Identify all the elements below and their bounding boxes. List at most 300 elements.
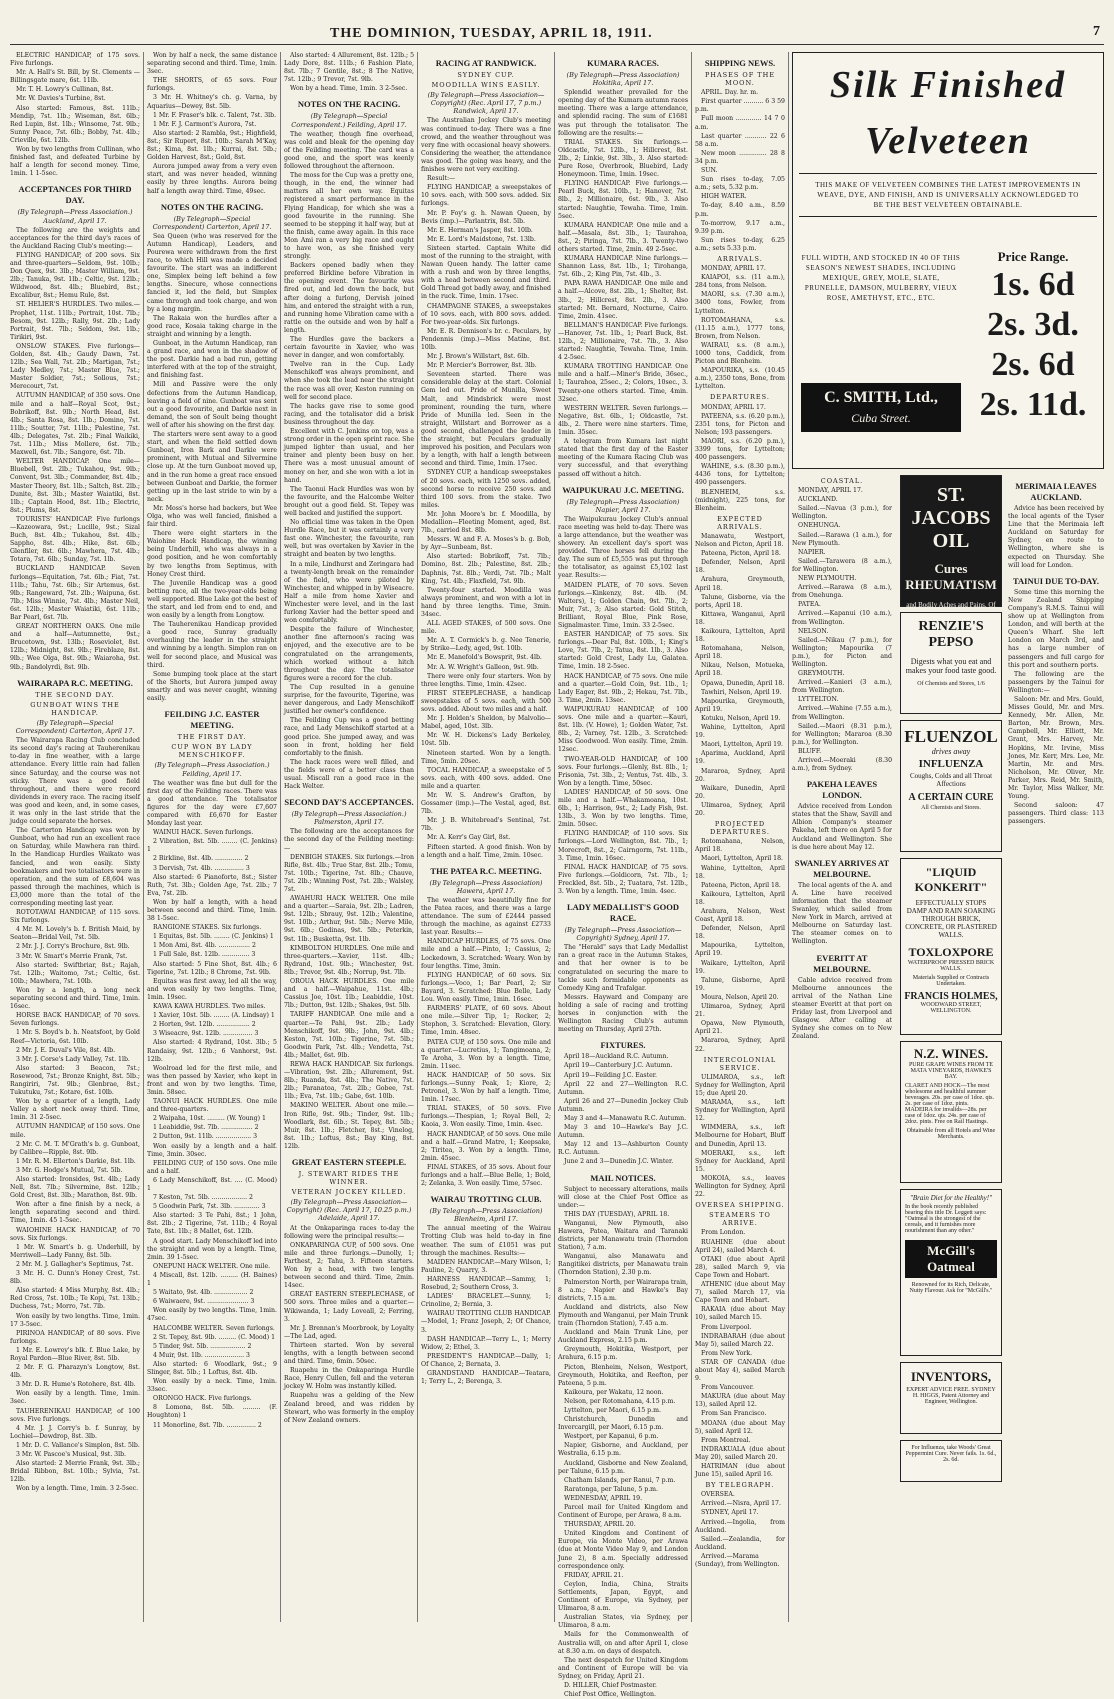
race-result-paragraph: The Carterton Handicap was won by Gunboat, who had run an excellent race on Saturday, while Mawhera ran third. In the Handicap Hurdles Waikato was fancied, and won easily. Sixty bookmakers and two totalisators were in operation, and the sum of £8,604 was passed through the machines, which is £3,000 more than the total of the corresponding meeting last year.: [10, 827, 140, 907]
article-dateline: (By Telegraph—Press Association) Hokitika, April 17.: [566, 71, 680, 88]
mail-notice-item: Auckland and Main Trunk Line, per Auckland Express, 2.15 p.m.: [558, 1329, 688, 1345]
fixture-item: May 3 and 4—Manawatu R.C. Autumn.: [564, 1114, 687, 1122]
page-title: THE DOMINION, TUESDAY, APRIL 18, 1911.: [330, 26, 653, 41]
article-headline: WAIPUKURAU J.C. MEETING.: [562, 484, 684, 495]
sun-tide-row: Sun rises to-day, 7.05 a.m.; sets, 5.32 p.m.: [695, 176, 785, 192]
intercolonial-item: WIMMERA, s.s., left Melbourne for Hobart, Bluff and Dunedin, April 13.: [695, 1124, 785, 1148]
race-result-paragraph: Woolroad led for the first mile, and was then passed by Xavier, who kept in front and won by two lengths. Time, 3min. 58sec.: [147, 1064, 277, 1096]
race-result-paragraph: RANGIONE STAKES. Six furlongs.: [153, 924, 262, 932]
masthead-rule: [10, 44, 1104, 45]
race-result-paragraph: FARMERS' PLATE, of 60 sovs. About one mile.—Silver Tip, 1; Rocker, 2; Stephon, 3. Scratched: Elevation, Glory. Time, 1min. 48sec.: [421, 1005, 551, 1037]
race-result-paragraph: 1 Mon Ami, 8st. 4lb. ................ 2: [153, 942, 256, 950]
section-subheading: COASTAL.: [820, 477, 864, 485]
expected-arrival-item: Manawatu, Westport, Nelson and Picton, April 18.: [695, 532, 785, 549]
race-result-paragraph: 7 Keston, 7st. 5lb. .................. 2: [153, 1194, 253, 1202]
section-subheading: BY TELEGRAPH.: [705, 1481, 775, 1490]
projected-departure-item: Opawa, New Plymouth, April 21.: [695, 1020, 785, 1036]
fixture-item: April 18—Auckland R.C. Autumn.: [564, 1053, 669, 1061]
velveteen-description: FULL WIDTH, AND STOCKED IN 40 OF THIS SEASON'S NEWEST SHADES, INCLUDING MEXIQUE, GREY, MOLE, SLATE, PRUNELLE, DAMSON, MULBERRY, VIEUX ROSE, AMETHYST, ETC., ETC.: [801, 254, 961, 302]
mail-notice-item: Ceylon, India, China, Straits Settlements, Japan, Egypt, and Continent of Europe, via Sydney, per Ulimaroa, 8 a.m.: [558, 1580, 688, 1613]
coastal-item: Sailed.—Tarawera (8 a.m.), for Wellington.: [792, 557, 892, 573]
race-result-paragraph: 2 Horten, 9st. 12lb. ................. 2: [153, 1021, 256, 1029]
column-divider: [554, 52, 555, 1622]
smith-box: [801, 383, 961, 432]
race-result-paragraph: Mr. E. Manefold's Bowsprit, 9st. 4lb.: [427, 654, 542, 662]
race-result-paragraph: Mr. A. Kerr's Gay Girl, 8st.: [427, 834, 511, 842]
article-paragraph: Despite the failure of Winchester, another fine afternoon's racing was enjoyed, and the executive are to be congratulated on the arrangements, which worked without a hitch throughout the day. The totalisator figures were a record for the club.: [284, 626, 414, 682]
race-result-paragraph: FLYING HANDICAP, of 60 sovs. Six furlongs.—Voco, 1; Bar Pearl, 2; Sir Bayard, 3. Scratched: Blue Belle, Lady Lou. Won easily. Time, 1min. 16sec.: [421, 971, 551, 1004]
sun-tide-row: To-morrow, 9.17 a.m., 9.39 p.m.: [695, 219, 785, 235]
article-subheading: MOODILLA WINS EASILY.: [431, 81, 541, 90]
acceptance-paragraph: TARIFF HANDICAP. One mile and a quarter.—Te Pahi, 9st. 2lb.; Lady Menschikoff, 9st. 9lb.; John, 9st. 4lb.; Keston, 7st. 10lb.; Tigerine, 7st. 5lb.; Goodwin Park, 7st. 4lb.; Vendetta, 7st. 4lb.; Mallet, 6st. 9lb.: [284, 1011, 414, 1059]
race-result-paragraph: CHAMPAGNE STAKES, a sweepstakes of 10 sovs. each, with 800 sovs. added. For two-year-olds. Six furlongs.: [421, 302, 551, 326]
article-headline: KUMARA RACES.: [587, 58, 659, 68]
race-result-paragraph: 6 Waiwaere, 9st. ..................... 3: [153, 1298, 255, 1306]
mail-notice-item: Australian States, via Sydney, per Ulimaroa, 8 a.m.: [558, 1614, 688, 1630]
article-subheading: GUNBOAT WINS THE HANDICAP.: [30, 700, 120, 717]
article-headline: MAIL NOTICES.: [590, 1172, 656, 1183]
wines-body: CLARET AND HOCK—The most wholesome and healthful summer beverages. 20s. per case of 1doz. qts. 2s. per case of 1doz. pints. MADEIRA for invalids—28s. per case of 1doz. qts. 24s. per case of 2doz. pints. Free on Rail Hastings.: [905, 1083, 994, 1125]
race-result-paragraph: Also started: 6 Pianoforte, 8st.; Sister Ruth, 7st. 3lb.; Golden Age, 7st. 2lb.; 7 Eva, 7st. 2lb.: [147, 873, 277, 897]
race-result-paragraph: 1 Mr. S. Boyd's b. h. Neatsfoot, by Gold Reef—Victoria, 6st. 10lb.: [10, 1029, 140, 1045]
intercolonial-item: MOKOIA, s.s., leaves Wellington for Sydney, April 22.: [695, 1174, 785, 1199]
wines-title: N.Z. WINES.: [913, 1046, 989, 1061]
race-result-paragraph: Also started: 2 Merrie Frank, 9st. 3lb.; Bridal Ribbon, 8st. 10lb.; Sylvia, 7st. 12lb.: [10, 1460, 140, 1484]
race-result-paragraph: Equitas was first away, led all the way, and won easily by two lengths. Time, 1min. 19sec.: [147, 977, 277, 1001]
column-divider: [788, 52, 789, 1622]
acceptance-paragraph: DENBIGH STAKES. Six furlongs.—Iron Rifle, 8st. 4lb.; True Star, 8st. 2lb.; Tomu, 7st. 10lb.; Tigerine, 7st. 8lb.; Chauve, 7st. 2lb.; Winning Post, 7st. 2lb.; Walsley, 7st.: [284, 853, 414, 893]
race-result-paragraph: Mr. J. Holden's Sheldon, by Malvolio—Mabel, aged, 10st. 3lb.: [421, 715, 551, 731]
fluenzol-stores: All Chemists and Stores.: [921, 805, 981, 811]
mail-notice-item: Napier, Gisborne, and Auckland, per Westralia, 6.15 p.m.: [558, 1442, 688, 1458]
race-result-paragraph: Also started: 4 Rydrand, 10st. 3lb.; 5 Randaisy, 9st. 12lb.; 6 Vanhorst, 9st. 12lb.: [147, 1039, 277, 1063]
coastal-item: Arrived.—Rarawa (8 a.m.), from Onehunga.: [792, 584, 892, 600]
column-8-shipping-news: [1008, 475, 1104, 1620]
oversea-item: HATRIMAN (due about June 15), sailed April 16.: [695, 1463, 785, 1479]
projected-departure-item: Mapourika, Lyttelton, April 19.: [695, 942, 785, 958]
race-result-paragraph: 3 Mr. W. Smart's Merrie Frank, 7st.: [16, 952, 128, 960]
race-result-paragraph: Messrs. W. and F. A. Moses's b. g. Bob, by Ayr—Sunbeam, 8st.: [421, 536, 551, 552]
article-paragraph: FLYING HANDICAP, of 200 sovs. Six and three-quarters—Seldom, 9st. 10lb.; Don Quex, 9st. 3lb.; Master William, 9st. 2lb.; Tanuka, 9st. 1lb.; Celtic, 9st. 12lb.; Wildwood, 8st. 4lb.; Bluebird, 8st.; Excalibur, 8st.; Hemu Rule, 8st.: [10, 251, 140, 300]
oversea-item: From London.: [701, 1229, 746, 1237]
race-result-paragraph: HALCOMBE WELTER. Seven furlongs.: [153, 1324, 275, 1332]
race-result-paragraph: Mr. T. H. Lowry's Cullinan, 8st.: [16, 86, 114, 94]
article-dateline: (By Telegraph—Press Association—Copyright) Sydney, April 17.: [564, 926, 682, 943]
article-paragraph: Gunboat, in the Autumn Handicap, ran a grand race, and won in the shadow of the post. Darkie had a bad run, getting interfered with at the top of the straight, and finishing fast.: [147, 340, 277, 380]
race-result-paragraph: 6 Lady Menschikoff, 8st. .... (C. Mood) 1: [147, 1176, 277, 1192]
race-result-paragraph: EASTER HANDICAP, of 75 sovs. Six furlongs.—Dear Pal, 8st. 10lb., 1; King's Love, 7st. 7lb., 2; Tatua, 8st. 1lb., 3. Also started: Gold Crest, Lady Lu, Galatea. Time, 1min. 18 2-5sec.: [558, 631, 688, 671]
race-result-paragraph: BELLMAN'S HANDICAP. Five furlongs.—Hanover, 7st. 1lb., 1; Pearl Buck, 8st. 12lb., 2; Millionaire, 7st. 7lb., 3. Also started: Naughtie, Tewaha. Time, 1min. 4 2-5sec.: [558, 321, 688, 362]
oversea-item: OTAKI (due about April 28), sailed March 9, via Cape Town and Hobart.: [695, 1255, 785, 1279]
fluenzol-influenza: INFLUENZA: [918, 758, 984, 770]
race-result-paragraph: KAWA KAWA HURDLES. Two miles.: [153, 1003, 266, 1011]
race-result-paragraph: SYDNEY CUP, a handicap sweepstakes of 20 sovs. each, with 1250 sovs. added, second horse to receive 250 sovs. and third 100 sovs. from the stake. Two miles.: [421, 469, 551, 509]
race-result-paragraph: 1 Mr. D. C. Vallance's Simplon, 8st. 5lb.: [16, 1441, 140, 1449]
fixture-item: April 26 and 27—Dunedin Jockey Club Autumn.: [558, 1097, 688, 1113]
mail-notice-item: The next despatch for United Kingdom and Continent of Europe will be via Sydney, on Friday, April 21.: [558, 1656, 688, 1680]
race-result-paragraph: Won by half a neck, the same distance separating second and third. Time, 1min. 3sec.: [147, 52, 277, 76]
holmes-name: FRANCIS HOLMES,: [904, 991, 998, 1002]
column-divider: [280, 52, 281, 1622]
smith-name: C. SMITH, Ltd.,: [824, 389, 938, 406]
race-result-paragraph: WESTERN WELTER. Seven furlongs.—Negative, 8st. 6lb., 1; Oldcastle, 7st. 4lb., 2. There were nine starters. Time, 1min. 35sec.: [558, 404, 688, 437]
article-paragraph: The hack races were well filled, and the fields were of a better class than usual. Miscall ran a good race in the Hack Welter.: [284, 758, 414, 791]
acceptance-paragraph: REWA HACK HANDICAP. Six furlongs.—Vibration, 9st. 2lb.; Allurement, 9st. 8lb.; Ruanda, 8st. 4lb.; The Native, 7st. 2lb.; Paranatoa, 7st. 2lb.; Gobee, 7st. 1lb.; Eva, 7st. 1lb.; Gabe, 6st. 10lb.: [284, 1060, 414, 1101]
coastal-item: MONDAY, APRIL 17.: [798, 487, 863, 495]
arrival-item: WAIRAU, s.s. (8 a.m.), 1000 tons, Caddick, from Picton and Blenheim.: [695, 341, 785, 366]
article-paragraph: Excellent with C. Jenkins on top, was a strong order in the open sprint race. She jumped lighter than usual, and her trainer and plenty been busy on her. There was a most unusual amount of money on her, and she won with a lot in hand.: [284, 428, 414, 484]
article-paragraph: Twelve ran in the Cup. Lady Menschikoff was always prominent, and when she took the lead near the straight the race was all over, Keston running on well for second place.: [284, 361, 414, 401]
article-paragraph: Cable advice received from Melbourne announces the arrival of the Nathan Line steamer Everitt at that port on Friday last, from Liverpool and Glasgow. After calling at Sydney she comes on to New Zealand.: [792, 976, 892, 1041]
article-headline: GREAT EASTERN STEEPLE.: [291, 1157, 407, 1167]
page-number: 7: [1093, 24, 1100, 39]
race-result-paragraph: 2 Vibration, 8st. 5lb. ........ (C. Jenkins) 1: [147, 838, 277, 854]
race-result-paragraph: KUMARA HANDICAP. Nine furlongs.—Shannon Lass, 8st. 1lb., 1; Tirohanga, 7st. 6lb., 2; King Pin, 7st. 4lb., 3.: [558, 255, 688, 279]
race-result-paragraph: Won by a quarter of a length, Lady Valley a short neck away third. Time, 1min. 31 2-5sec.: [10, 1098, 140, 1122]
fluenzol-sub: drives away: [931, 747, 971, 756]
article-headline: SECOND DAY'S ACCEPTANCES.: [284, 797, 414, 808]
race-result-paragraph: Mr. E. Lord's Maidstone, 7st. 13lb.: [427, 235, 536, 243]
mail-notice-item: THURSDAY, APRIL 20.: [564, 1521, 636, 1529]
race-result-paragraph: Mr. J. B. Whitebread's Sentinal, 7st. 7lb.: [421, 817, 551, 833]
article-subheading: SYDNEY CUP.: [457, 71, 515, 79]
mail-notice-item: Picton, Blenheim, Nelson, Westport, Greymouth, Hokitika, and Reefton, per Pateena, 5 p.m.: [558, 1363, 688, 1387]
mail-notice-item: Kaikoura, per Wakatu, 12 noon.: [564, 1388, 664, 1396]
coastal-item: Arrived.—Kanieri (3 a.m.), from Wellington.: [792, 679, 892, 695]
race-result-paragraph: Mr. W. H. Dickens's Lady Berkeley, 10st. 5lb.: [421, 732, 551, 748]
mail-notice-item: Raratonga, per Talune, 5 p.m.: [564, 1485, 659, 1493]
race-result-paragraph: PAPA RAWA HANDICAP. One mile and a half.—Alcove, 8st. 2lb., 1; Shelter, 8st. 3lb., 2; Hillcrest, 8st. 2lb., 3. Also started: Mt. Bernard, Nocturne, Cairo. Time, 2min. 41sec.: [558, 280, 688, 320]
toxloxpore-sub: WATERPROOF PRESSED BRICK WALLS.: [907, 960, 995, 972]
section-subheading: STEAMERS TO ARRIVE.: [709, 1211, 771, 1228]
race-result-paragraph: 1 Equitas, 8st. 5lb. ........ (C. Jenkins) 1: [153, 933, 274, 941]
mail-notice-item: Palmerston North, per Wairarapa train, 8 a.m.; Napier and Hawke's Bay districts, 7.15 a.m.: [558, 1278, 688, 1302]
projected-departure-item: Rotomahana, Nelson, April 18.: [695, 838, 785, 854]
article-paragraph: ST. HELIER'S HURDLES. Two miles.—Prophet, 11st. 11lb.; Portrait, 10st. 7lb.; Besom, 9st. 12lb.; Rally, 9st. 2lb.; Lady Portrait, 9st. 7lb.; Seldom, 9st. 1lb.; Tirikiri, 9st.: [10, 301, 140, 341]
fixture-item: June 2 and 3—Dunedin J.C. Winter.: [564, 1158, 674, 1166]
expected-arrival-item: Kittawa, Wanganui, April 18.: [695, 610, 785, 626]
departure-item: WAHINE, s.s. (8.30 p.m.), 4436 tons, for Lyttelton; 490 passengers.: [695, 463, 785, 487]
mail-notice-item: Subject to necessary alterations, mails will close at the Chief Post Office as under:—: [558, 1185, 688, 1209]
race-result-paragraph: TWO-YEAR-OLD HANDICAP, of 100 sovs. Four furlongs.—Glenly, 8st. 8lb., 1; Frisonia, 7st. 3lb., 2; Ventus, 7st. 4lb., 3. Won by a length. Time, 50sec.: [558, 755, 688, 787]
moon-phase-row: Last quarter ........... 22 6 58 a.m.: [695, 132, 785, 148]
race-result-paragraph: LADIES' BRACELET.—Sunny, 1; Crinoline, 2; Bernia, 3.: [421, 1293, 551, 1309]
race-result-paragraph: FINAL HACK HANDICAP, of 75 sovs. Five furlongs.—Goldicorn, 7st. 7lb., 1; Freckled, 8st. 5lb., 2; Tuatara, 7st. 12lb., 3. Won by a length. Time, 1min. 4sec.: [558, 863, 688, 895]
sun-tide-row: Sun rises to-day, 6.25 a.m.; sets 5.33 p.m.: [695, 236, 785, 252]
race-result-paragraph: 2 Mr. J. J. Corry's Brochure, 8st. 9lb.: [16, 943, 130, 951]
race-result-paragraph: Fifteen started. A good finish. Won by a length and a half. Time, 2min. 10sec.: [421, 843, 551, 859]
article-dateline: (By Telegraph—Press Association) Hawera, April 17.: [429, 878, 543, 895]
toxloxpore-title: TOXLOXPORE: [908, 945, 994, 959]
article-headline: FIXTURES.: [600, 1040, 646, 1051]
coastal-item: ONEHUNGA.: [798, 522, 841, 530]
article-headline: EVERITT AT MELBOURNE.: [813, 952, 871, 974]
article-dateline: (By Telegraph—Press Association—Copyright) (Rec. April 17, 10.25 p.m.) Adelaide, April 17.: [286, 1198, 412, 1223]
column-4: [421, 52, 551, 1622]
pepso-text: Digests what you eat and makes your food taste good.: [905, 657, 997, 675]
oversea-item: ATHENIC (due about May 7), sailed March 17, via Cape Town and Hobart.: [695, 1281, 785, 1305]
projected-departure-item: Ulimaroa, Sydney, April 21.: [695, 1003, 785, 1019]
projected-departure-item: Wahine, Lyttelton, April 18.: [695, 864, 785, 880]
race-result-paragraph: 5 Tinder, 9st. 5lb. .................. 2: [153, 1342, 252, 1350]
race-result-paragraph: Also started: 5 Fine Shot, 8st. 4lb.; 6 Tigerine, 7st. 12lb.; 8 Chrome, 7st. 9lb.: [147, 960, 277, 976]
race-result-paragraph: Won easily by a neck. Time, 1min. 33sec.: [147, 1378, 277, 1394]
race-result-paragraph: WAIOHINE HACK HANDICAP, of 70 sovs. Six furlongs.: [10, 1226, 140, 1242]
article-paragraph: There were eight starters in the Waiohine Hack Handicap, the winning being Underhill, who was always in a good position, and he won comfortably by two lengths from Septimus, with Honey Crest third.: [147, 530, 277, 578]
coastal-item: Arrived.—Wahine (7.55 a.m.), from Wellington.: [792, 705, 892, 721]
race-result-paragraph: Mr. P. Foy's g. h. Nawan Queen, by Bevis (imp.)—Parlantrix, 8st. 5lb.: [421, 209, 551, 225]
mail-notice-item: Mails for the Commonwealth of Australia will, on and after April 1, close at 8.30 a.m. on days of despatch.: [558, 1631, 688, 1655]
projected-departure-item: Defender, Nelson, April 18.: [695, 925, 785, 941]
telegraph-item: Sailed.—Zealandia, for Auckland.: [695, 1535, 785, 1551]
section-headline: SHIPPING NEWS.: [704, 58, 776, 68]
race-result-paragraph: Sixteen started. Captain White did most of the running to the straight, with Nawan Queen handy. The latter came with a rush and won by three lengths, with a head between second and third. Gold Thread got badly away, and finished in the ruck. Time, 1min. 17sec.: [421, 244, 551, 301]
st-jacobs-tag: and Bodily Aches and Pains. Of: [906, 601, 996, 609]
article-paragraph: Ruapehu was a gelding of the New Zealand breed, and was ridden by Stewart, who was formerly in the employ of New Zealand owners.: [284, 1392, 414, 1424]
article-paragraph: In a mile, Lindhurst and Zeringara had a twenty-length break on the remainder of the field, who were piloted by Winchester, and whipped in by Wiseacre. Half a mile from home Xavier and Winchester were level, and in the last furlong Xavier had the better speed and won comfortably.: [284, 560, 414, 625]
race-result-paragraph: 2 Mr. C. M. T. M'Grath's b. g. Gunboat, by Calibre—Ripple, 8st. 9lb.: [10, 1140, 140, 1156]
race-result-paragraph: Won by a length, a long neck separating second and third. Time, 1min. 16sec.: [10, 986, 140, 1011]
expected-arrival-item: Kaikoura, Lyttelton, April 18.: [695, 628, 785, 644]
article-paragraph: The Hurdles gave the backers a certain favourite in Xavier, who was never in danger, and won comfortably.: [284, 336, 414, 360]
article-dateline: (By Telegraph—Press Association.) Palmerston, April 17.: [291, 810, 407, 827]
moon-phase-row: Full moon ............. 14 7 0 a.m.: [695, 115, 785, 131]
smith-address: Cuba Street.: [851, 411, 911, 425]
peppermint-cure-ad: [900, 1440, 1002, 1482]
velveteen-ad: [792, 52, 1104, 469]
pepso-title: RENZIE'S PEPSO: [918, 619, 984, 650]
race-result-paragraph: TRIAL STAKES. Six furlongs.—Oldcastle, 7st. 12lb., 1; Hillcrest, 8st. 2lb., 2; Linkie, 9st. 3lb., 3. Also started: Pure Rose, Overbrook, Bluebird, Lady Honeymoon. Time, 1min. 19sec.: [558, 138, 688, 179]
section-subheading: ARRIVALS.: [717, 254, 763, 263]
article-headline: WAIRARAPA R.C. MEETING.: [17, 677, 133, 688]
arrival-item: KAIAPOI, s.s. (11 a.m.), 284 tons, from Nelson.: [695, 274, 785, 290]
telegraph-item: OVERSEA.: [701, 1491, 735, 1499]
oversea-item: INDRABARAH (due about May 5), sailed March 22.: [695, 1332, 785, 1348]
projected-departure-item: Moura, Nelson, April 20.: [701, 993, 779, 1001]
race-result-paragraph: 4 Mr. M. Lovely's b. f. British Maid, by Seaton—Bridal Veil, 7st. 5lb.: [10, 926, 140, 942]
article-paragraph: Second saloon: 47 passengers. Third class: 113 passengers.: [1008, 802, 1104, 826]
race-result-paragraph: 5 Waitato, 9st. 4lb. ................. 2: [153, 1289, 254, 1297]
sun-tide-row: SUN.: [701, 167, 718, 175]
race-result-paragraph: 4 Mr. J. J. Corry's b. f. Sunray, by Lochiel—Dewdrop, 8st. 3lb.: [10, 1424, 140, 1440]
race-result-paragraph: PIRINOA HANDICAP, of 80 sovs. Five furlongs.: [10, 1329, 140, 1345]
expected-arrival-item: Talune, Gisborne, via the ports, April 18.: [695, 593, 785, 609]
oversea-item: From Vancouver.: [701, 1384, 754, 1392]
article-headline: PAKEHA LEAVES LONDON.: [806, 779, 878, 801]
price-4: 2s. 11d.: [979, 386, 1087, 423]
race-result-paragraph: WAIRAU TROTTING CLUB HANDICAP.—Model, 1; Franz Joseph, 2; Of Chance, 3.: [421, 1310, 551, 1334]
race-result-paragraph: 3 Wiseacre, 9st. 12lb. ............... 3: [153, 1030, 259, 1038]
oversea-item: From New York.: [701, 1349, 753, 1357]
mail-notice-item: D. HILLER, Chief Postmaster.: [564, 1681, 657, 1689]
section-subheading: OVERSEA SHIPPING.: [695, 1201, 785, 1210]
mail-notice-item: FRIDAY, APRIL 21.: [564, 1571, 624, 1579]
oversea-item: From San Francisco.: [701, 1410, 767, 1418]
race-result-paragraph: Also started: Famous, 8st. 11lb.; Mendip, 7st. 1lb.; Wiseman, 8st. 6lb.; Red Lupin, 8st. 1lb.; Winsome, 7st. 9lb.; Sunny Peace, 7st. 6lb.; Bobby, 7st. 4lb.; Crieville, 6st. 12lb.: [10, 104, 140, 144]
konkerit-text: EFFECTUALLY STOPS DAMP AND RAIN SOAKING THROUGH BRICK, CONCRETE, OR PLASTERED WALLS.: [905, 899, 997, 939]
mail-notice-item: Westport, per Kapanui, 6 p.m.: [564, 1433, 659, 1441]
race-result-paragraph: 1 Mr. R. M. Ellerton's Darkie, 8st. 1lb.: [16, 1157, 136, 1165]
expected-arrival-item: Mapourika, Greymouth, April 19.: [695, 697, 785, 713]
holmes-address: WOODWARD STREET, WELLINGTON.: [920, 1002, 982, 1014]
coastal-item: GREYMOUTH.: [798, 670, 845, 678]
race-result-paragraph: 3 Mr. W. Pascoe's Musical, 9st. 3lb.: [16, 1451, 127, 1458]
race-result-paragraph: Also started: 6 Woodlark, 9st.; 9 Slinger, 8st. 5lb.; 1 Loftus, 8st. 4lb.: [147, 1360, 277, 1376]
race-result-paragraph: 2 Birkline, 8st. 4lb. .............. 2: [153, 855, 249, 863]
article-headline: LADY MEDALLIST'S GOOD RACE.: [566, 902, 680, 924]
fluenzol-coughs: Coughs, Colds and all Throat Affections: [909, 772, 993, 788]
nz-wines-ad: [900, 1041, 1002, 1183]
fixture-item: April 22 and 27—Wellington R.C. Autumn.: [558, 1080, 688, 1096]
race-result-paragraph: TAUHERENIKAU HANDICAP, of 100 sovs. Five furlongs.: [10, 1407, 140, 1423]
oversea-item: From Montreal.: [701, 1436, 751, 1444]
article-headline: RACING AT RANDWICK.: [435, 58, 537, 68]
race-result-paragraph: KUMARA HANDICAP. One mile and a half.—Masala, 8st. 3lb., 1; Taurahoa, 8st., 2; Piringa, 7st. 7lb., 3. Twenty-two others started. Time, 2min. 49 2-5sec.: [558, 221, 688, 253]
column-3: [284, 52, 414, 1622]
race-result-paragraph: GRANDSTAND HANDICAP.—Teatara, 1; Terry L., 2; Berenga, 3.: [421, 1369, 551, 1386]
race-result-paragraph: Also started: Ironsides, 9st. 4lb.; Lady Nell, 8st. 7lb.; Silvermine, 8st. 12lb.; Gold Crest, 8st. 3lb.; Marathon, 8st. 9lb.: [10, 1176, 140, 1200]
race-result-paragraph: PATEA CUP, of 150 sovs. One mile and a quarter.—Lucretius, 1; Tangimoana, 2; Te Aroha, 3. Won by a length. Time, 2min. 11sec.: [421, 1038, 551, 1070]
mail-notice-item: Auckland and districts, also New Plymouth and Wanganui, per Main Trunk train (Thorndon Station), 7.45 a.m.: [558, 1303, 688, 1328]
article-paragraph: The hacks gave rise to some good racing, and the totalisator did a brisk business throughout the day.: [284, 402, 414, 426]
article-paragraph: Backers opened badly when they preferred Birkline before Vibration in the opening event. The favourite was fired out, and led down the back, but after doing a furlong, Dervish joined him, and entered the straight with a run, and running home Vibration came with a rattle on the outside and won by half a length.: [284, 262, 414, 334]
race-result-paragraph: The weather was beautifully fine for the Patea races, and there was a large attendance. The sum of £2444 passed through the machine, as against £2733 last year. Results:—: [421, 896, 551, 937]
article-paragraph: Advice has been received by the local agents of the Tyser Line that the Merimaia left Auckland on Saturday for Sydney, en route to Wellington, where she is expected on Thursday. She will load for London.: [1008, 505, 1104, 569]
race-result-paragraph: Won easily by a length and a half. Time, 3min. 30sec.: [147, 1142, 277, 1158]
coastal-item: AUCKLAND.: [798, 496, 838, 504]
projected-departure-item: Mararoa, Sydney, April 22.: [695, 1037, 785, 1053]
race-result-paragraph: Mr. E. Herman's Jasper, 8st. 10lb.: [427, 226, 533, 234]
section-subheading: PROJECTED DEPARTURES.: [710, 820, 770, 837]
expected-arrival-item: Opawa, Dunedin, April 18.: [701, 679, 785, 687]
mail-notice-item: Lyttelton, per Maori, 6.15 p.m.: [564, 1406, 661, 1414]
telegraph-item: Arrived.—Marama (Sunday), from Wellington.: [695, 1552, 780, 1569]
expected-arrival-item: Defender, Nelson, April 18.: [695, 559, 785, 575]
inventors-ad: [900, 1362, 1002, 1434]
coastal-item: NELSON.: [798, 627, 829, 635]
race-result-paragraph: 1 Mr. W. Smart's b. g. Underhill, by Merriwell—Lady Fanny, 8st. 5lb.: [10, 1243, 140, 1259]
expected-arrival-item: Kotuku, Nelson, April 19.: [701, 714, 781, 722]
race-result-paragraph: TAONUI HACK HURDLES. One mile and three-quarters.: [147, 1098, 277, 1114]
telegraph-item: SYDNEY, April 17.: [701, 1509, 759, 1517]
pepso-tag: Of Chemists and Stores, 1/6: [917, 681, 985, 687]
departure-item: PATEENA, s.s. (6.20 p.m.), 2351 tons, for Picton and Nelson; 193 passengers.: [695, 412, 785, 436]
article-headline: MERIMAIA LEAVES AUCKLAND.: [1015, 481, 1097, 502]
race-result-paragraph: 8 Lomona, 8st. 5lb. ......... (F. Houghton) 1: [147, 1404, 277, 1420]
mail-notice-item: United Kingdom and Continent of Europe, via Monte Video, per Arawa (due at Monte Video May 9, and London June 2), 8 a.m. Specially addressed correspondence only.: [558, 1530, 688, 1570]
article-dateline: (By Telegraph—Special Correspondent) Carterton, April 17.: [15, 718, 135, 736]
race-result-paragraph: 3 Mr. H. Whitney's ch. g. Varna, by Aquarius—Dewey, 8st. 5lb.: [147, 94, 277, 110]
mail-notice-item: Wanganui, New Plymouth, also Hawera, Patea, Waitara and Taranaki districts, per Manawatu train (Thorndon Station), 7 a.m.: [558, 1219, 688, 1252]
article-paragraph: The "Herald" says that Lady Medallist ran a great race in the Autumn Stakes, and that her owner is to be congratulated on securing the mare to tackle such formidable opponents as Comedy King and Trafalgar.: [558, 944, 688, 992]
coastal-item: NAPIER.: [798, 548, 826, 556]
column-divider: [417, 52, 418, 1622]
coastal-item: Sailed.—Rarawa (1 a.m.), for New Plymouth.: [792, 531, 892, 547]
race-result-paragraph: Also started: Swiftbriar, 8st.; Rajah, 7st. 12lb.; Waitomo, 7st.; Celtic, 6st. 10lb.; Mawhera, 7st. 10lb.: [10, 961, 140, 985]
race-result-paragraph: FLYING HANDICAP, of 110 sovs. Six furlongs.—Lord Wellington, 8st. 7lb., 1; Morecroft, 8st., 2; Cairngorm, 7st. 11lb., 3. Time, 1min. 16sec.: [558, 830, 688, 862]
acceptance-paragraph: KIMBOLTON HURDLES. One mile and three-quarters.—Xavier, 11st. 4lb.; Rydrand, 10st. 9lb.; Winchester, 9st. 8lb.; Trevor, 9st. 4lb.; Norrup, 9st. 7lb.: [284, 944, 414, 976]
race-result-paragraph: 5 Goodwin Park, 7st. 3lb. ............. 3: [153, 1203, 266, 1211]
expected-arrival-item: Ulimaroa, Sydney, April 20.: [695, 801, 785, 817]
article-headline: THE PATEA R.C. MEETING.: [430, 865, 542, 876]
masthead: [0, 0, 1114, 46]
race-result-paragraph: Mr. W. Davies's Turbine, 8st.: [16, 95, 106, 103]
race-result-paragraph: ELECTRIC HANDICAP, of 175 sovs. Five furlongs.: [10, 52, 140, 68]
race-result-paragraph: Also started: 3 Beacon, 7st.; Rosewood, 7st.; Bronze Knight, 8st. 5lb.; Rangiriri, 7st. 9lb.; Glenbrae, 8st.; Tukutuku, 7st.; Kotare, 6st. 10lb.: [10, 1064, 140, 1097]
coastal-item: Arrived.—Kapanui (10 a.m.), from Wellington.: [792, 610, 892, 626]
article-paragraph: Advice received from London states that the Shaw, Savill and Albion Company's steamer Pakeha, left there on April 5 for Auckland and Wellington. She is due here about May 12.: [792, 803, 892, 851]
article-paragraph: The moss for the Cup was a pretty one, though, in the end, the winner had matters all her own way. Equitas registered a smart performance in the Flying Handicap, for which she was a good favourite in the running. She seemed to be stepping it half way, but at the finish, came away again. In this race Mon Ami ran a very big race and ought to have won, as she finished very strongly.: [284, 172, 414, 261]
projected-departure-item: Arahura, Nelson, West Coast, April 18.: [695, 908, 785, 924]
oversea-item: RAKAIA (due about May 10), sailed March 15.: [695, 1306, 785, 1322]
race-result-paragraph: Won by two lengths from Cullinan, who finished fast, and defeated Turbine by half a length for second money. Time, 1min. 1 1-5sec.: [10, 146, 140, 178]
race-result-paragraph: Mr. A. Hall's St. Bill, by St. Clements —Billingsgate mare, 6st. 11lb.: [10, 69, 140, 85]
expected-arrival-item: Nikau, Nelson, Motueka, April 18.: [695, 662, 785, 678]
article-headline: SWANLEY ARRIVES AT MELBOURNE.: [794, 857, 890, 879]
article-headline: NOTES ON THE RACING.: [160, 201, 264, 212]
race-result-paragraph: 2 Dutton, 9st. 11lb. .................. 3: [153, 1133, 258, 1141]
race-result-paragraph: The annual meeting of the Wairau Trotting Club was held to-day in fine weather. The sum of £1051 was put through the machines. Results:—: [421, 1225, 551, 1257]
article-dateline: (By Telegraph—Special Correspondent.) Feilding, April 17.: [291, 112, 407, 129]
race-result-paragraph: Mr. John Moore's br. f. Moodilla, by Medallion—Fleeting Moment, aged, 8st. 7lb., carried 8st. 8lb.: [421, 510, 551, 535]
fixture-item: April 19—Feilding J.C. Easter.: [564, 1071, 657, 1079]
moon-phase-row: APRIL. Day. hr. m.: [701, 89, 759, 97]
acceptance-paragraph: The following are the acceptances for the second day of the Feilding meeting:—: [284, 828, 414, 852]
race-result-paragraph: 2 St. Tepey, 8st. 9lb. ......... (C. Mood) 1: [153, 1333, 276, 1341]
price-range-label: Price Range.: [997, 249, 1069, 264]
race-result-paragraph: PRESIDENT'S HANDICAP.—Dally, 1; Of Chance, 2; Bernata, 3.: [421, 1352, 551, 1368]
article-paragraph: BUCKLAND HANDICAP. Seven furlongs—Equitation, 7st. 6lb.; Fiat, 7st. 11lb.; Tahu, 7st. 6lb.; Sir Artemus, 6st. 9lb.; Rangeward, 7st. 2lb.; Waipuna, 6st. 7lb.; Miss Winnie, 7st. 4lb.; Master Neil, 6st. 12lb.; Master Waiatiki, 6st. 11lb.; Bar Pearl, 6st. 7lb.: [10, 565, 140, 621]
race-result-paragraph: 1 Mr. F. J. Carmont's Aurora, 7st.: [153, 120, 257, 128]
race-result-paragraph: Won by half a length, with a head between second and third. Time, 1min. 38 1-5sec.: [147, 898, 277, 923]
coastal-item: PATEA.: [798, 601, 821, 609]
column-divider: [691, 52, 692, 1622]
departure-item: MONDAY, APRIL 17.: [701, 403, 766, 411]
arrival-item: MAPOURIKA, s.s. (10.45 a.m.), 2350 tons, Bone, from Lyttelton.: [695, 367, 785, 391]
mail-notice-item: THIS DAY (TUESDAY), APRIL 18.: [564, 1210, 670, 1218]
fluenzol-cure: A CERTAIN CURE: [908, 792, 994, 803]
article-dateline: (By Telegraph—Press Association) Napier, April 17.: [566, 497, 680, 514]
velveteen-tagline: THIS MAKE OF VELVETEEN COMBINES THE LATEST IMPROVEMENTS IN WEAVE, DYE, AND FINISH, AND IS UNIVERSALLY ACKNOWLEDGED TO BE THE BEST VELVETEEN OBTAINABLE.: [799, 173, 1097, 217]
article-paragraph: Sea Queen (who was reserved for the Autumn Handicap), Leaders, and Pourewa were withdrawn from the first race, to which Hill was made a decided favourite. The start was an indifferent one, Simplex being left behind a few lengths. Sinecure, whose connections fancied it, led the field, but Simplex came through and took charge, and won by a long margin.: [147, 232, 277, 313]
article-headline: NOTES ON THE RACING.: [297, 99, 401, 110]
article-paragraph: No official time was taken in the Open Hurdle Race, but it was certainly a very fast one. Winchester, the favourite, ran well, but was overtaken by Xavier in the straight and beaten by two lengths.: [284, 519, 414, 559]
article-headline: WAIRAU TROTTING CLUB.: [430, 1194, 542, 1205]
article-paragraph: WELTER HANDICAP. One mile—Bluebell, 9st. 2lb.; Tukahou, 9st. 9lb.; Convent, 9st. 3lb.; Commander, 8st. 4lb.; Master Theory, 8st. 1lb.; Saltch, 8st. 2lb.; Dunite, 8st. 3lb.; Master Waiatiki, 8st. 1lb.; Captain Hood, 8st. 1lb.; Electric, 8st.; Plums, 8st.: [10, 458, 140, 514]
column-1: [10, 52, 140, 1622]
race-result-paragraph: Mr. W. S. Andrew's Grafton, by Gossamer (imp.)—The Vestal, aged, 8st. 7lb.: [421, 791, 551, 816]
race-result-paragraph: FEILDING CUP, of 150 sovs. One mile and a half.: [147, 1159, 277, 1175]
article-paragraph: GREAT NORTHERN OAKS. One mile and a half—Autumnette, 9st.; Brucetown, 9st. 13lb.; Roseviolet, 8st. 12lb.; Midnight, 8st. 9lb.; Fireblaze, 8st. 9lb.; Wee Olga, 8st. 9lb.; Waiaroha, 9st. 9lb.; Bandolyrdi, 8st. 9lb.: [10, 623, 140, 671]
coastal-item: Sailed.—Maori (8.31 p.m.), for Wellington; Mararoa (8.30 p.m.), for Wellington.: [792, 722, 892, 746]
sun-tide-row: To-day, 8.40 a.m., 8.59 p.m.: [695, 202, 785, 218]
article-paragraph: The Feilding Cup was a good betting race, and Lady Menschikoff started at a good price. She jumped away, and was soon in front, holding her field comfortably to the finish.: [284, 717, 414, 757]
race-result-paragraph: HANDICAP HURDLES, of 75 sovs. One mile and a half.—Pinto, 1; Cassius, 2; Lockedown, 3. Scratched: Weary. Won by four lengths. Time, 3min.: [421, 938, 551, 970]
race-result-paragraph: The Waipukurau Jockey Club's annual race meeting was held to-day. There was a large attendance, but the weather was showery. An excellent day's sport was provided. Three horses fell during the day. The sum of £5,555 was put through the totalisator, as against £5,102 last year. Results:—: [558, 515, 688, 580]
race-result-paragraph: ALL AGED STAKES, of 500 sovs. One mile.: [421, 620, 551, 636]
race-result-paragraph: AUTUMN HANDICAP, of 150 sovs. One mile.: [10, 1123, 140, 1139]
article-paragraph: ONKAPARINGA CUP, of 500 sovs. One mile and three furlongs.—Dunolly, 1; Farthest, 2; Tahu, 3. Fifteen starters. Won by a head, with two lengths between second and third. Time, 2min. 14sec.: [284, 1241, 414, 1290]
mail-notice-item: Auckland, Gisborne and New Zealand, per Talune, 6.15 p.m.: [558, 1459, 688, 1475]
inventors-title: INVENTORS,: [910, 1369, 992, 1384]
article-paragraph: The following are the passengers by the Tainui for Wellington:—: [1008, 670, 1104, 694]
article-paragraph: Mill and Passive were the only defections from the Autumn Handicap, leaving a field of nine. Gunboat was sent out a good favourite, and Darkie next in demand, the son of Soult being thought well of after his showing on the first day.: [147, 381, 277, 429]
expected-arrival-item: Pateena, Picton, April 18.: [701, 550, 781, 558]
race-result-paragraph: Won after a fine finish by a neck, a length separating second and third. Time, 1min. 45 1-5sec.: [10, 1201, 140, 1225]
column-6-shipping: [695, 52, 785, 1622]
race-result-paragraph: 2 Mr. M. J. Gallagher's Septimus, 7st.: [16, 1260, 134, 1268]
fixture-item: May 3 and 10—Hawke's Bay J.C. Autumn.: [558, 1124, 688, 1140]
